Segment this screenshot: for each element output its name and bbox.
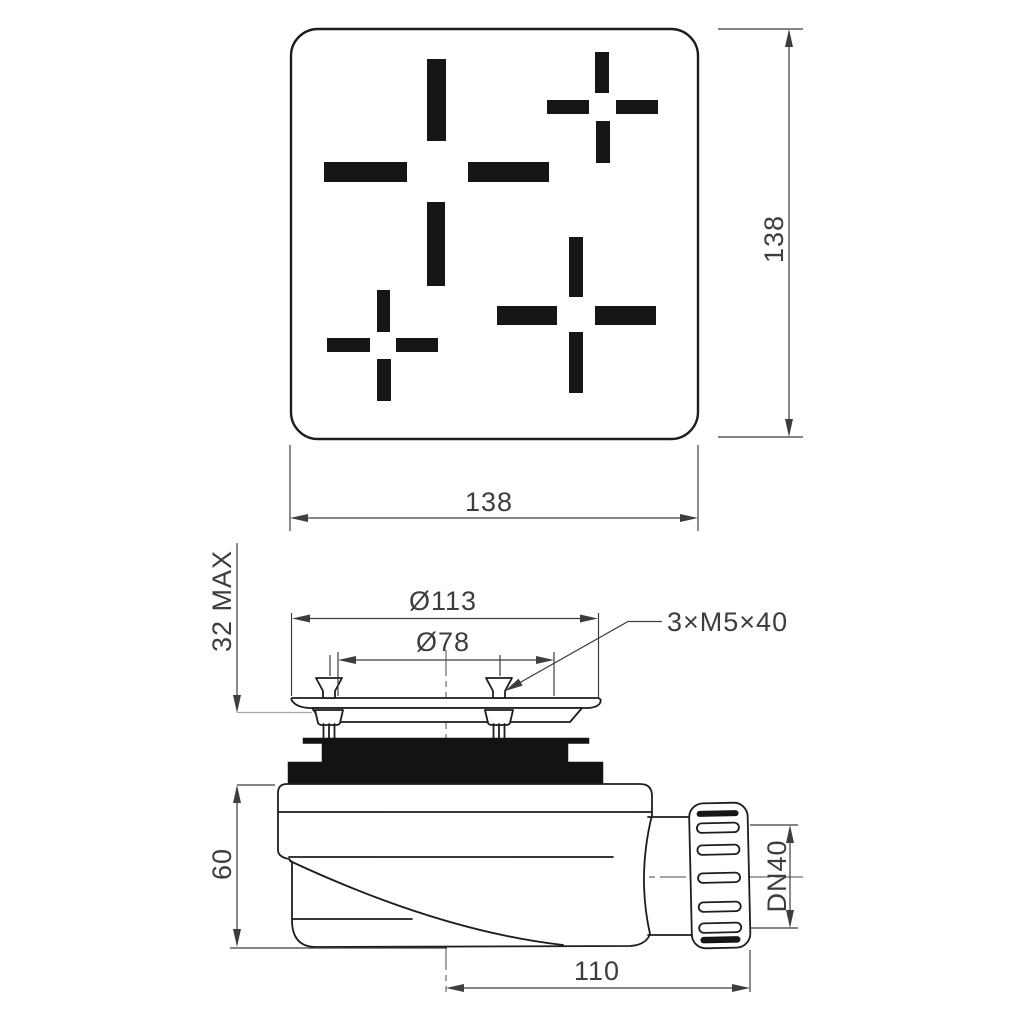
dim-label-dia-113: Ø113 [408,586,478,616]
outlet-pipe [648,817,692,935]
flange-skirt [312,708,582,722]
screw-right [486,678,512,698]
dim-label-32-max: 32 MAX [207,549,237,653]
cover-flange [291,698,600,739]
dim-width-138 [290,445,698,531]
dim-label-60: 60 [207,847,237,881]
dim-label-dn40: DN40 [762,839,792,913]
dim-label-screw-note: 3×M5×40 [667,607,789,637]
grate-plate [291,29,698,439]
dim-label-height: 138 [759,214,789,264]
screw-boss-left [315,710,343,725]
dim-height-138 [718,29,803,437]
dim-label-width: 138 [464,487,514,517]
dim-label-dia-78: Ø78 [415,627,471,657]
rubber-seal [288,738,603,784]
dim-label-110: 110 [573,956,621,986]
trap-body [278,784,652,947]
screw-boss-right [485,710,513,725]
side-view-trap [278,650,803,992]
top-view-grate [291,29,698,439]
leader-screw-note [505,607,788,691]
dim-32-max [207,543,312,713]
coupling-nut [689,802,751,948]
dim-110 [446,950,750,992]
